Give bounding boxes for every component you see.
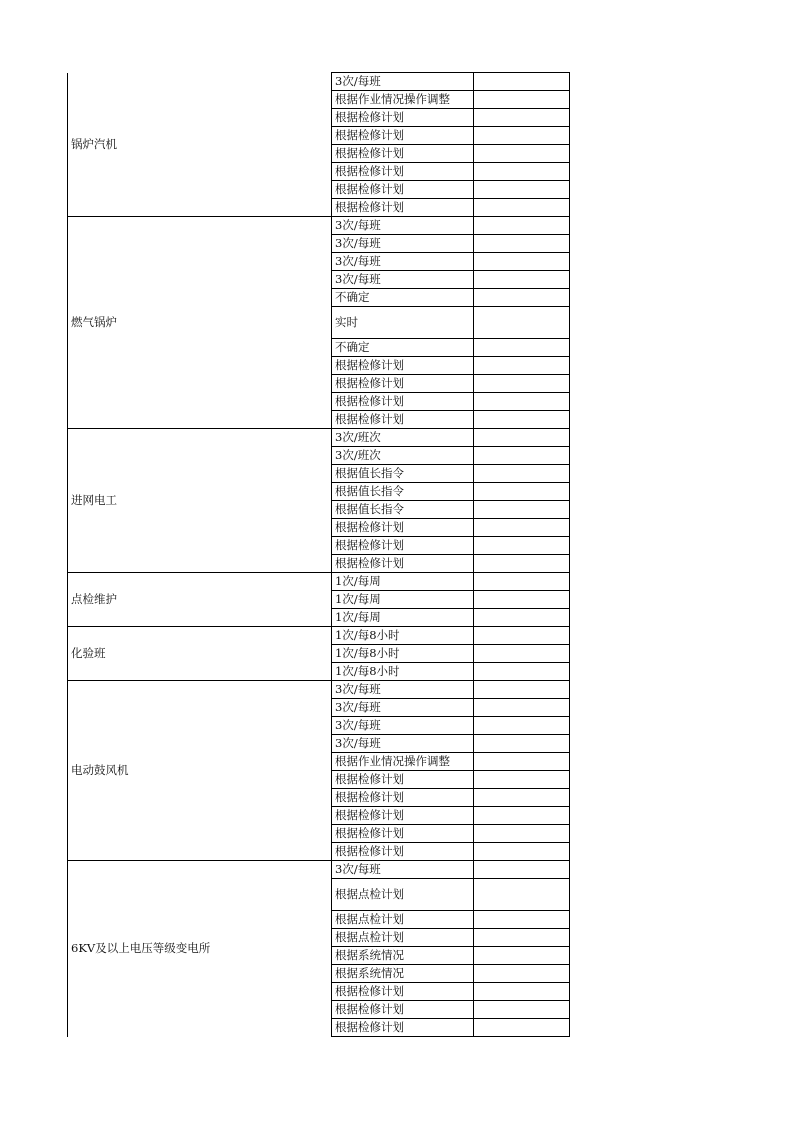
frequency-cell: 3次/每班 [332,717,474,735]
group-name-cell: 化验班 [68,627,332,681]
empty-cell [474,163,570,181]
frequency-cell: 1次/每8小时 [332,627,474,645]
frequency-cell: 根据检修计划 [332,145,474,163]
empty-cell [474,1001,570,1019]
frequency-cell: 1次/每8小时 [332,663,474,681]
frequency-cell: 根据检修计划 [332,199,474,217]
frequency-cell: 根据作业情况操作调整 [332,91,474,109]
frequency-cell: 根据检修计划 [332,519,474,537]
frequency-cell: 根据检修计划 [332,109,474,127]
empty-cell [474,717,570,735]
frequency-cell: 1次/每8小时 [332,645,474,663]
empty-cell [474,73,570,91]
table-row [68,681,570,699]
frequency-cell: 根据点检计划 [332,929,474,947]
frequency-cell: 根据检修计划 [332,537,474,555]
group-name-cell: 锅炉汽机 [68,73,332,217]
frequency-cell: 3次/每班 [332,681,474,699]
empty-cell [474,843,570,861]
empty-cell [474,271,570,289]
table-row [68,861,570,879]
empty-cell [474,199,570,217]
empty-cell [474,929,570,947]
empty-cell [474,393,570,411]
frequency-cell: 根据检修计划 [332,843,474,861]
empty-cell [474,911,570,929]
empty-cell [474,807,570,825]
frequency-cell: 根据值长指令 [332,483,474,501]
group-name-cell: 燃气锅炉 [68,217,332,429]
empty-cell [474,537,570,555]
frequency-cell: 根据检修计划 [332,1019,474,1037]
frequency-cell: 3次/每班 [332,253,474,271]
frequency-cell: 根据检修计划 [332,127,474,145]
empty-cell [474,501,570,519]
group-name-cell: 点检维护 [68,573,332,627]
frequency-cell: 3次/每班 [332,699,474,717]
frequency-cell: 3次/每班 [332,861,474,879]
empty-cell [474,861,570,879]
frequency-cell: 根据值长指令 [332,465,474,483]
frequency-cell: 根据检修计划 [332,393,474,411]
frequency-cell: 根据检修计划 [332,771,474,789]
empty-cell [474,879,570,911]
empty-cell [474,591,570,609]
group-name-cell: 进网电工 [68,429,332,573]
frequency-cell: 根据检修计划 [332,807,474,825]
frequency-cell: 3次/每班 [332,735,474,753]
table-row [68,429,570,447]
empty-cell [474,519,570,537]
empty-cell [474,447,570,465]
empty-cell [474,947,570,965]
table-row [68,73,570,91]
frequency-cell: 3次/班次 [332,447,474,465]
empty-cell [474,109,570,127]
empty-cell [474,339,570,357]
empty-cell [474,181,570,199]
table-row [68,217,570,235]
empty-cell [474,699,570,717]
empty-cell [474,91,570,109]
table-row [68,627,570,645]
group-name-cell: 电动鼓风机 [68,681,332,861]
frequency-cell: 不确定 [332,339,474,357]
empty-cell [474,555,570,573]
frequency-cell: 根据点检计划 [332,911,474,929]
empty-cell [474,735,570,753]
empty-cell [474,983,570,1001]
frequency-cell: 根据检修计划 [332,181,474,199]
empty-cell [474,609,570,627]
empty-cell [474,145,570,163]
frequency-cell: 根据检修计划 [332,789,474,807]
empty-cell [474,235,570,253]
frequency-cell: 3次/班次 [332,429,474,447]
frequency-cell: 1次/每周 [332,609,474,627]
frequency-cell: 根据检修计划 [332,375,474,393]
frequency-cell: 根据检修计划 [332,411,474,429]
empty-cell [474,307,570,339]
frequency-cell: 1次/每周 [332,591,474,609]
group-name-cell: 6KV及以上电压等级变电所 [68,861,332,1037]
empty-cell [474,965,570,983]
schedule-table [67,72,570,1037]
frequency-cell: 根据检修计划 [332,555,474,573]
frequency-cell: 根据系统情况 [332,965,474,983]
empty-cell [474,663,570,681]
empty-cell [474,483,570,501]
frequency-cell: 3次/每班 [332,217,474,235]
empty-cell [474,127,570,145]
empty-cell [474,825,570,843]
frequency-cell: 3次/每班 [332,271,474,289]
empty-cell [474,429,570,447]
empty-cell [474,375,570,393]
frequency-cell: 3次/每班 [332,73,474,91]
empty-cell [474,645,570,663]
frequency-cell: 根据系统情况 [332,947,474,965]
frequency-cell: 根据作业情况操作调整 [332,753,474,771]
frequency-cell: 根据点检计划 [332,879,474,911]
frequency-cell: 根据检修计划 [332,983,474,1001]
empty-cell [474,253,570,271]
empty-cell [474,1019,570,1037]
empty-cell [474,217,570,235]
frequency-cell: 根据检修计划 [332,357,474,375]
empty-cell [474,627,570,645]
empty-cell [474,771,570,789]
frequency-cell: 根据检修计划 [332,825,474,843]
empty-cell [474,357,570,375]
frequency-cell: 根据值长指令 [332,501,474,519]
frequency-cell: 1次/每周 [332,573,474,591]
empty-cell [474,465,570,483]
frequency-cell: 不确定 [332,289,474,307]
frequency-cell: 根据检修计划 [332,163,474,181]
frequency-cell: 根据检修计划 [332,1001,474,1019]
empty-cell [474,753,570,771]
table-row [68,573,570,591]
empty-cell [474,289,570,307]
frequency-cell: 实时 [332,307,474,339]
frequency-cell: 3次/每班 [332,235,474,253]
empty-cell [474,573,570,591]
empty-cell [474,789,570,807]
empty-cell [474,681,570,699]
empty-cell [474,411,570,429]
